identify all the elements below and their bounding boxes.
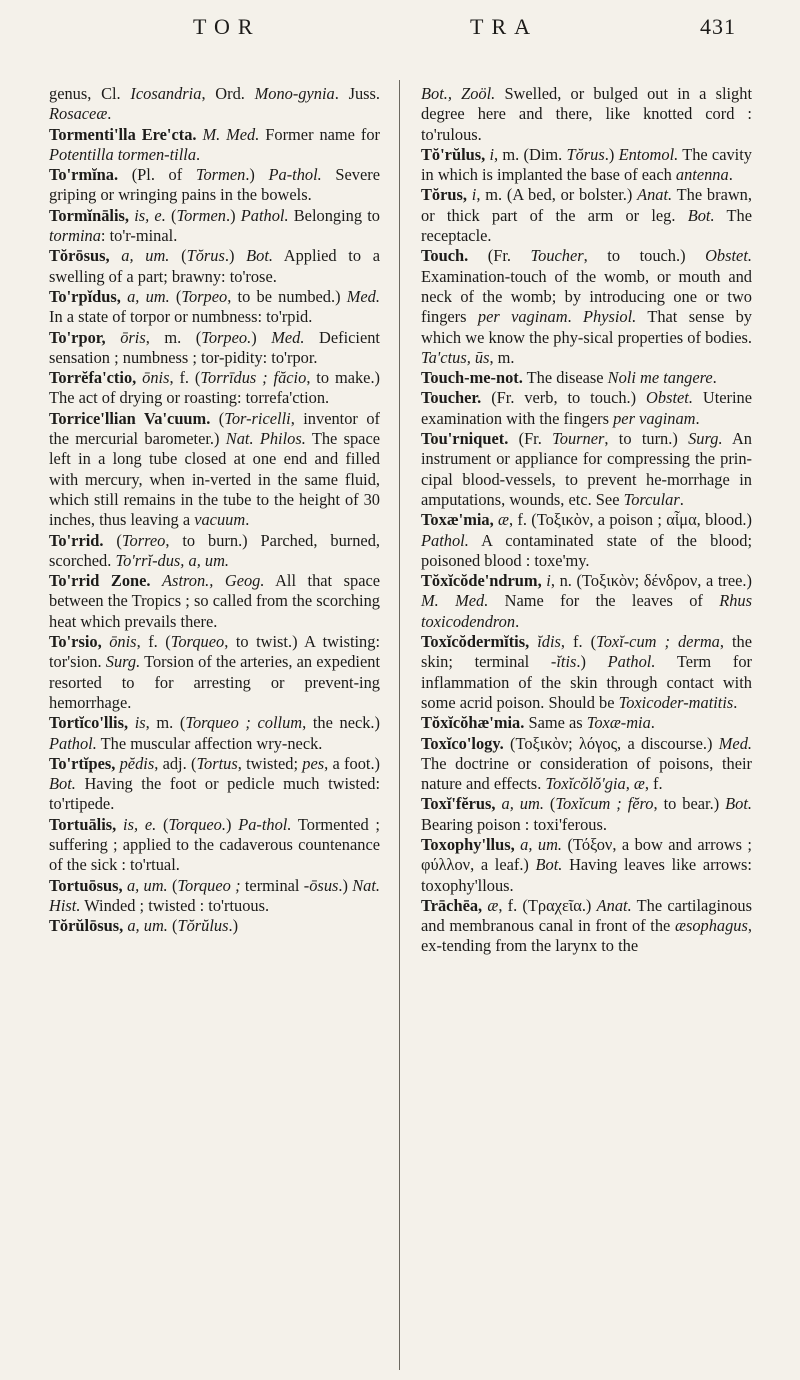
page-number: 431 bbox=[700, 14, 736, 39]
dictionary-entry bbox=[421, 429, 752, 510]
entry-text: , f. ( bbox=[136, 632, 171, 652]
dictionary-entry bbox=[49, 328, 380, 369]
entry-italic-text: æ bbox=[498, 510, 509, 530]
entry-italic-text: Med. bbox=[271, 327, 305, 347]
entry-headword: To'rtĭpes, bbox=[49, 753, 116, 773]
entry-italic-text: pĕdis bbox=[119, 753, 155, 773]
entry-italic-text: Noli me tangere bbox=[607, 368, 713, 388]
entry-italic-text: Torqueo ; collum bbox=[185, 713, 303, 733]
entry-text: Term for inflammation of the skin through contact with some acrid poison. Should be bbox=[421, 652, 752, 712]
entry-headword: Tŏxĭcŏde'ndrum, bbox=[421, 571, 542, 591]
entry-italic-text: Pathol. bbox=[607, 652, 656, 672]
entry-text: Former name for bbox=[259, 124, 380, 144]
entry-italic-text: Torrīdus ; făcio bbox=[200, 368, 307, 388]
entry-italic-text: Torpeo bbox=[181, 286, 228, 306]
entry-text: , m. bbox=[489, 347, 515, 367]
dictionary-entry bbox=[49, 409, 380, 531]
entry-headword: Torrĕfa'ctio, bbox=[49, 368, 137, 388]
column-divider bbox=[399, 80, 400, 1370]
entry-italic-text: Physiol. bbox=[583, 307, 637, 327]
entry-text: ( bbox=[169, 246, 187, 266]
entry-text: . bbox=[107, 104, 112, 124]
entry-italic-text: a, um. bbox=[126, 875, 168, 895]
entry-text: , a foot.) bbox=[324, 753, 380, 773]
entry-italic-text: -ōsus bbox=[303, 875, 339, 895]
entry-headword: Toxĭco'logy. bbox=[421, 733, 504, 753]
entry-text: , m. ( bbox=[145, 327, 202, 347]
entry-italic-text: Rosaceæ bbox=[49, 104, 108, 124]
entry-text: , m. (A bed, or bolster.) bbox=[476, 185, 638, 205]
entry-headword: Tŏ'rŭlus, bbox=[421, 144, 486, 164]
entry-italic-text: Tourner bbox=[552, 429, 605, 449]
entry-text: Severe griping or wringing pains in the bowels. bbox=[49, 165, 380, 205]
entry-headword: Toxĭcŏdermĭtis, bbox=[421, 632, 530, 652]
entry-text: (Τόξον, a bow and arrows ; φύλλον, a leaf.) bbox=[421, 834, 752, 875]
dictionary-entry bbox=[49, 84, 380, 125]
entry-headword: Tormĭnālis, bbox=[49, 205, 129, 225]
entry-text bbox=[151, 571, 163, 590]
entry-italic-text: i bbox=[489, 144, 495, 164]
entry-italic-text: Tŏrus bbox=[186, 246, 225, 266]
running-head-left: TOR bbox=[193, 14, 261, 39]
entry-italic-text: Bot. bbox=[725, 794, 753, 814]
entry-text: , twisted; bbox=[237, 753, 303, 773]
entry-text: ( bbox=[103, 530, 122, 550]
entry-italic-text: a, um. bbox=[121, 246, 170, 266]
entry-text: ) bbox=[251, 327, 272, 347]
entry-text: terminal bbox=[240, 875, 304, 895]
entry-italic-text: ĭdis bbox=[537, 632, 561, 652]
entry-text: Swelled, or bulged out in a slight degree here and there, like knotted cord : to'rulous. bbox=[421, 84, 752, 144]
entry-italic-text: Surg. bbox=[105, 652, 141, 672]
entry-text: , f. bbox=[644, 774, 663, 794]
entry-headword: Tortuōsus, bbox=[49, 875, 123, 895]
entry-italic-text: Torpeo. bbox=[201, 327, 252, 347]
entry-text: . bbox=[515, 611, 520, 631]
entry-text: .) bbox=[225, 205, 241, 225]
entry-italic-text: Potentilla tormen-tilla bbox=[49, 144, 197, 164]
entry-text: genus, Cl. bbox=[49, 84, 131, 103]
entry-italic-text: Bot. bbox=[687, 205, 715, 225]
running-head-right: TRA bbox=[470, 14, 538, 39]
entry-text: .) bbox=[576, 652, 608, 672]
entry-text: , Ord. bbox=[201, 84, 255, 103]
entry-text: ( bbox=[165, 205, 177, 225]
entry-text: , ex-tending from the larynx to the bbox=[421, 916, 752, 956]
dictionary-entry bbox=[49, 571, 380, 632]
dictionary-entry bbox=[49, 125, 380, 166]
entry-text: Same as bbox=[524, 713, 587, 733]
entry-text: Uterine examination with the fingers bbox=[421, 388, 753, 428]
entry-text: (Fr. verb, to touch.) bbox=[481, 388, 647, 408]
entry-text: , to burn.) Parched, burned, scorched. bbox=[49, 530, 380, 570]
entry-italic-text: a, um. bbox=[501, 794, 544, 814]
entry-text: . bbox=[695, 408, 700, 428]
entry-italic-text: per vaginam bbox=[613, 408, 696, 428]
dictionary-entry bbox=[421, 388, 752, 429]
entry-text: : to'r-minal. bbox=[100, 226, 178, 246]
dictionary-entry bbox=[49, 754, 380, 815]
entry-text: .) bbox=[228, 916, 239, 936]
entry-italic-text: Torcular bbox=[623, 489, 680, 509]
entry-text: , m. (Dim. bbox=[494, 144, 567, 164]
entry-italic-text: Tor-ricelli bbox=[224, 408, 291, 428]
entry-headword: Torrice'llian Va'cuum. bbox=[49, 408, 211, 428]
entry-text: Applied to a swelling of a part; brawny: to'rose. bbox=[49, 246, 380, 286]
entry-italic-text: Med. bbox=[718, 733, 752, 753]
entry-italic-text: ōnis bbox=[109, 632, 137, 652]
entry-text: , f. (Τραχεῖα.) bbox=[498, 895, 597, 915]
dictionary-entry bbox=[421, 571, 752, 632]
dictionary-entry bbox=[421, 835, 752, 896]
entry-text: The disease bbox=[522, 368, 608, 388]
entry-italic-text: Bot. bbox=[535, 855, 563, 875]
entry-italic-text: Toxĭcum ; fĕro bbox=[555, 794, 654, 814]
entry-headword: To'rsio, bbox=[49, 632, 102, 652]
entry-italic-text: Entomol. bbox=[618, 144, 679, 164]
entry-italic-text: Toxĭ-cum ; derma bbox=[596, 632, 720, 652]
dictionary-entry bbox=[421, 896, 752, 957]
entry-italic-text: vacuum bbox=[194, 510, 246, 530]
entry-italic-text: M. Med. bbox=[202, 124, 260, 144]
entry-italic-text: pes bbox=[302, 753, 325, 773]
entry-text: Winded ; twisted : to'rtuous. bbox=[80, 895, 270, 915]
entry-text: In a state of torpor or numbness: to'rpid. bbox=[49, 307, 313, 327]
entry-italic-text: Anat. bbox=[596, 895, 632, 915]
dictionary-entry bbox=[421, 246, 752, 368]
entry-italic-text: Tormen bbox=[176, 205, 226, 225]
dictionary-entry bbox=[421, 794, 752, 835]
entry-text bbox=[106, 328, 121, 347]
entry-headword: Touch-me-not. bbox=[421, 368, 523, 388]
entry-text: . bbox=[712, 368, 717, 388]
entry-text: ( bbox=[167, 875, 178, 895]
entry-italic-text: Bot., Zoöl. bbox=[421, 84, 496, 103]
entry-headword: Tortĭco'llis, bbox=[49, 713, 129, 733]
entry-text: Torsion of the arteries, an expedient resorted to for arresting or prevent-ing hemorrhage. bbox=[49, 652, 380, 712]
entry-italic-text: M. Med. bbox=[421, 591, 489, 611]
entry-italic-text: Med. bbox=[346, 286, 380, 306]
dictionary-entry bbox=[421, 632, 752, 713]
entry-text: , f. ( bbox=[560, 632, 597, 652]
entry-text: ( bbox=[210, 408, 225, 428]
entry-text: , f. (Τοξικὸν, a poison ; αἷμα, blood.) bbox=[508, 510, 752, 530]
entry-italic-text: Obstet. bbox=[646, 388, 693, 408]
entry-text: .) bbox=[224, 246, 247, 266]
entry-italic-text: i bbox=[546, 571, 551, 591]
dictionary-entry bbox=[49, 815, 380, 876]
dictionary-entry bbox=[421, 185, 752, 246]
entry-text: . bbox=[728, 165, 733, 185]
entry-text: (Fr. bbox=[508, 429, 553, 449]
entry-italic-text: i bbox=[471, 185, 477, 205]
dictionary-entry bbox=[49, 246, 380, 287]
entry-italic-text: Astron., Geog. bbox=[162, 571, 265, 591]
dictionary-entry bbox=[421, 368, 752, 388]
entry-italic-text: Torqueo. bbox=[168, 814, 226, 834]
entry-headword: Trāchēa, bbox=[421, 895, 483, 915]
entry-text: Tormented ; suffering ; applied to the cadaverous countenance of the sick : to'rtual. bbox=[49, 814, 380, 875]
entry-italic-text: Anat. bbox=[637, 185, 673, 205]
entry-text: (Τοξικὸν; λόγος, a discourse.) bbox=[503, 733, 719, 753]
dictionary-entry bbox=[421, 84, 752, 145]
entry-italic-text: ōris bbox=[120, 327, 146, 347]
dictionary-entry bbox=[49, 368, 380, 409]
dictionary-entry bbox=[49, 287, 380, 328]
entry-text: The doctrine or consideration of poisons, their nature and effects. bbox=[421, 753, 752, 794]
entry-text: , to make.) The act of drying or roasting: torrefa'ction. bbox=[49, 368, 380, 408]
entry-text: ( bbox=[543, 794, 556, 814]
entry-text: . bbox=[567, 307, 583, 327]
entry-text: , adj. ( bbox=[154, 753, 197, 773]
entry-text: . bbox=[245, 510, 250, 530]
entry-italic-text: Mono-gynia bbox=[254, 84, 335, 103]
entry-headword: To'rrid Zone. bbox=[49, 571, 151, 591]
entry-text: . bbox=[733, 692, 738, 712]
entry-italic-text: Bot. bbox=[49, 774, 76, 794]
entry-italic-text: Torqueo ; bbox=[177, 875, 241, 895]
entry-text: , n. (Τοξικὸν; δένδρον, a tree.) bbox=[550, 571, 752, 591]
entry-text: Examination-touch of the womb, or mouth and neck of the womb; by introducing one or two fingers bbox=[421, 266, 752, 327]
entry-headword: Tŏrŭlōsus, bbox=[49, 916, 124, 936]
entry-text: , to turn.) bbox=[604, 429, 689, 449]
entry-text: An instrument or appliance for compressing the prin-cipal blood-vessels, to prevent he-morrhage in amputations, wounds, etc. See bbox=[421, 429, 752, 509]
entry-italic-text: Obstet. bbox=[705, 246, 752, 266]
entry-text: . bbox=[650, 713, 655, 733]
right-column bbox=[421, 84, 752, 957]
entry-text: . Juss. bbox=[334, 84, 380, 103]
entry-headword: Toxophy'llus, bbox=[421, 834, 515, 854]
entry-italic-text: a, um. bbox=[520, 834, 563, 854]
entry-italic-text: Tŏrŭlus bbox=[177, 916, 229, 936]
entry-italic-text: Icosandria bbox=[130, 84, 202, 103]
entry-headword: Tŏrus, bbox=[421, 185, 467, 205]
entry-italic-text: Pathol. bbox=[240, 205, 289, 225]
entry-text: The space left in a long tube closed at one end and filled with mercury, when in-verted in the same fluid, which still remains in the tube to the height of 30 inches, thus leaving a bbox=[49, 429, 381, 530]
entry-headword: Tou'rniquet. bbox=[421, 429, 509, 449]
entry-italic-text: Tŏrus bbox=[566, 144, 605, 164]
entry-italic-text: æ bbox=[487, 895, 499, 915]
entry-headword: Toxĭ'fĕrus, bbox=[421, 794, 496, 814]
entry-italic-text: Torreo bbox=[121, 530, 166, 550]
entry-headword: To'rpor, bbox=[49, 327, 106, 347]
entry-italic-text: Pathol. bbox=[421, 530, 469, 550]
entry-italic-text: per vaginam bbox=[477, 307, 568, 327]
entry-italic-text: Pa-thol. bbox=[268, 165, 322, 185]
entry-text: Deficient sensation ; numbness ; tor-pidity: to'rpor. bbox=[49, 327, 380, 367]
entry-text: (Fr. bbox=[468, 246, 531, 266]
entry-italic-text: Pa-thol. bbox=[238, 814, 292, 834]
dictionary-entry bbox=[421, 145, 752, 186]
entry-italic-text: Surg. bbox=[688, 429, 723, 449]
left-column bbox=[49, 84, 380, 936]
entry-italic-text: a, um. bbox=[127, 286, 170, 306]
entry-text: , to bear.) bbox=[653, 794, 726, 814]
entry-text: The brawn, or thick part of the arm or leg. bbox=[421, 185, 752, 225]
entry-text: , the skin; terminal bbox=[421, 632, 752, 672]
entry-italic-text: -ĭtis bbox=[550, 652, 577, 672]
dictionary-entry bbox=[49, 206, 380, 247]
entry-text: , inventor of the mercurial barometer.) bbox=[49, 408, 380, 449]
dictionary-entry bbox=[421, 510, 752, 571]
entry-headword: Tortuālis, bbox=[49, 814, 117, 834]
entry-italic-text: Torqueo bbox=[170, 632, 225, 652]
entry-italic-text: Tortus bbox=[196, 753, 238, 773]
entry-text: The receptacle. bbox=[421, 205, 752, 246]
entry-text: .) bbox=[338, 875, 353, 895]
entry-text: A contaminated state of the blood; poisoned blood : toxe'my. bbox=[421, 530, 752, 570]
entry-italic-text: is, e. bbox=[134, 205, 166, 225]
entry-text: (Pl. of bbox=[118, 165, 196, 185]
entry-italic-text: is bbox=[134, 713, 146, 733]
entry-text: , to touch.) bbox=[583, 246, 706, 266]
entry-italic-text: Toucher bbox=[530, 246, 584, 266]
entry-italic-text: a, um. bbox=[127, 916, 168, 936]
entry-text: Bearing poison : toxi'ferous. bbox=[421, 814, 607, 834]
entry-text bbox=[128, 713, 135, 732]
entry-text: Belonging to bbox=[288, 205, 380, 225]
entry-headword: Toucher. bbox=[421, 388, 482, 408]
entry-text: Name for the leaves of bbox=[488, 591, 720, 611]
entry-text: All that space between the Tropics ; so called from the scorching heat which prevails there. bbox=[49, 571, 381, 631]
entry-italic-text: Bot. bbox=[246, 246, 273, 266]
entry-text: . bbox=[196, 144, 201, 164]
entry-text: The cartilaginous and membranous canal in front of the bbox=[421, 895, 752, 936]
entry-italic-text: Rhus toxicodendron bbox=[421, 591, 752, 631]
entry-italic-text: Nat. Philos. bbox=[225, 429, 306, 449]
entry-text: , m. ( bbox=[145, 713, 186, 733]
entry-italic-text: antenna bbox=[675, 165, 729, 185]
entry-italic-text: Tormen bbox=[195, 165, 246, 185]
entry-headword: Tŏxĭcŏhæ'mia. bbox=[421, 713, 525, 733]
entry-text: , the neck.) bbox=[302, 713, 380, 733]
entry-text: .) bbox=[245, 165, 269, 185]
entry-text: ( bbox=[156, 814, 169, 834]
dictionary-entry bbox=[49, 876, 380, 917]
entry-headword: Tŏrōsus, bbox=[49, 246, 110, 266]
dictionary-entry bbox=[49, 632, 380, 713]
entry-text: That sense by which we know the phy-sical properties of bodies. bbox=[421, 307, 752, 347]
dictionary-entry bbox=[49, 713, 380, 754]
entry-italic-text: Toxicoder-matitis bbox=[618, 692, 734, 712]
entry-italic-text: æsophagus bbox=[675, 916, 748, 936]
entry-italic-text: tormina bbox=[49, 226, 101, 246]
entry-headword: Toxæ'mia, bbox=[421, 510, 494, 530]
entry-italic-text: Pathol. bbox=[49, 733, 97, 753]
entry-headword: To'rrid. bbox=[49, 530, 104, 550]
entry-text: , f. ( bbox=[169, 368, 201, 388]
entry-headword: Tormenti'lla Ere'cta. bbox=[49, 124, 197, 144]
entry-text: ) bbox=[225, 814, 239, 834]
entry-text: , to be numbed.) bbox=[227, 286, 347, 306]
entry-italic-text: is, e. bbox=[123, 814, 157, 834]
entry-text: .) bbox=[604, 144, 619, 164]
entry-italic-text: ōnis bbox=[142, 368, 170, 388]
entry-text: ( bbox=[169, 286, 182, 306]
dictionary-entry bbox=[49, 916, 380, 936]
dictionary-entry bbox=[421, 734, 752, 795]
entry-text: , to twist.) A twisting: tor'sion. bbox=[49, 632, 381, 672]
entry-text: The cavity in which is implanted the base of each bbox=[421, 144, 752, 185]
entry-headword: Touch. bbox=[421, 246, 469, 266]
entry-italic-text: Nat. Hist. bbox=[49, 875, 381, 915]
entry-text: ( bbox=[167, 916, 178, 936]
entry-text: Having leaves like arrows: toxophy'llous. bbox=[421, 855, 752, 895]
entry-italic-text: Toxæ-mia bbox=[586, 713, 651, 733]
dictionary-entry bbox=[49, 531, 380, 572]
entry-text: . bbox=[679, 489, 684, 509]
entry-headword: To'rmĭna. bbox=[49, 165, 119, 185]
dictionary-entry bbox=[49, 165, 380, 206]
entry-italic-text: Ta'ctus, ūs bbox=[421, 347, 490, 367]
entry-headword: To'rpĭdus, bbox=[49, 286, 121, 306]
entry-text: The muscular affection wry-neck. bbox=[96, 733, 323, 753]
dictionary-entry bbox=[421, 713, 752, 733]
entry-italic-text: Toxĭcŏlŏ'gia, æ bbox=[545, 774, 645, 794]
entry-italic-text: To'rrĭ-dus, a, um. bbox=[115, 550, 230, 570]
entry-text: Having the foot or pedicle much twisted: to'rtipede. bbox=[49, 774, 380, 814]
entry-text bbox=[110, 246, 122, 265]
